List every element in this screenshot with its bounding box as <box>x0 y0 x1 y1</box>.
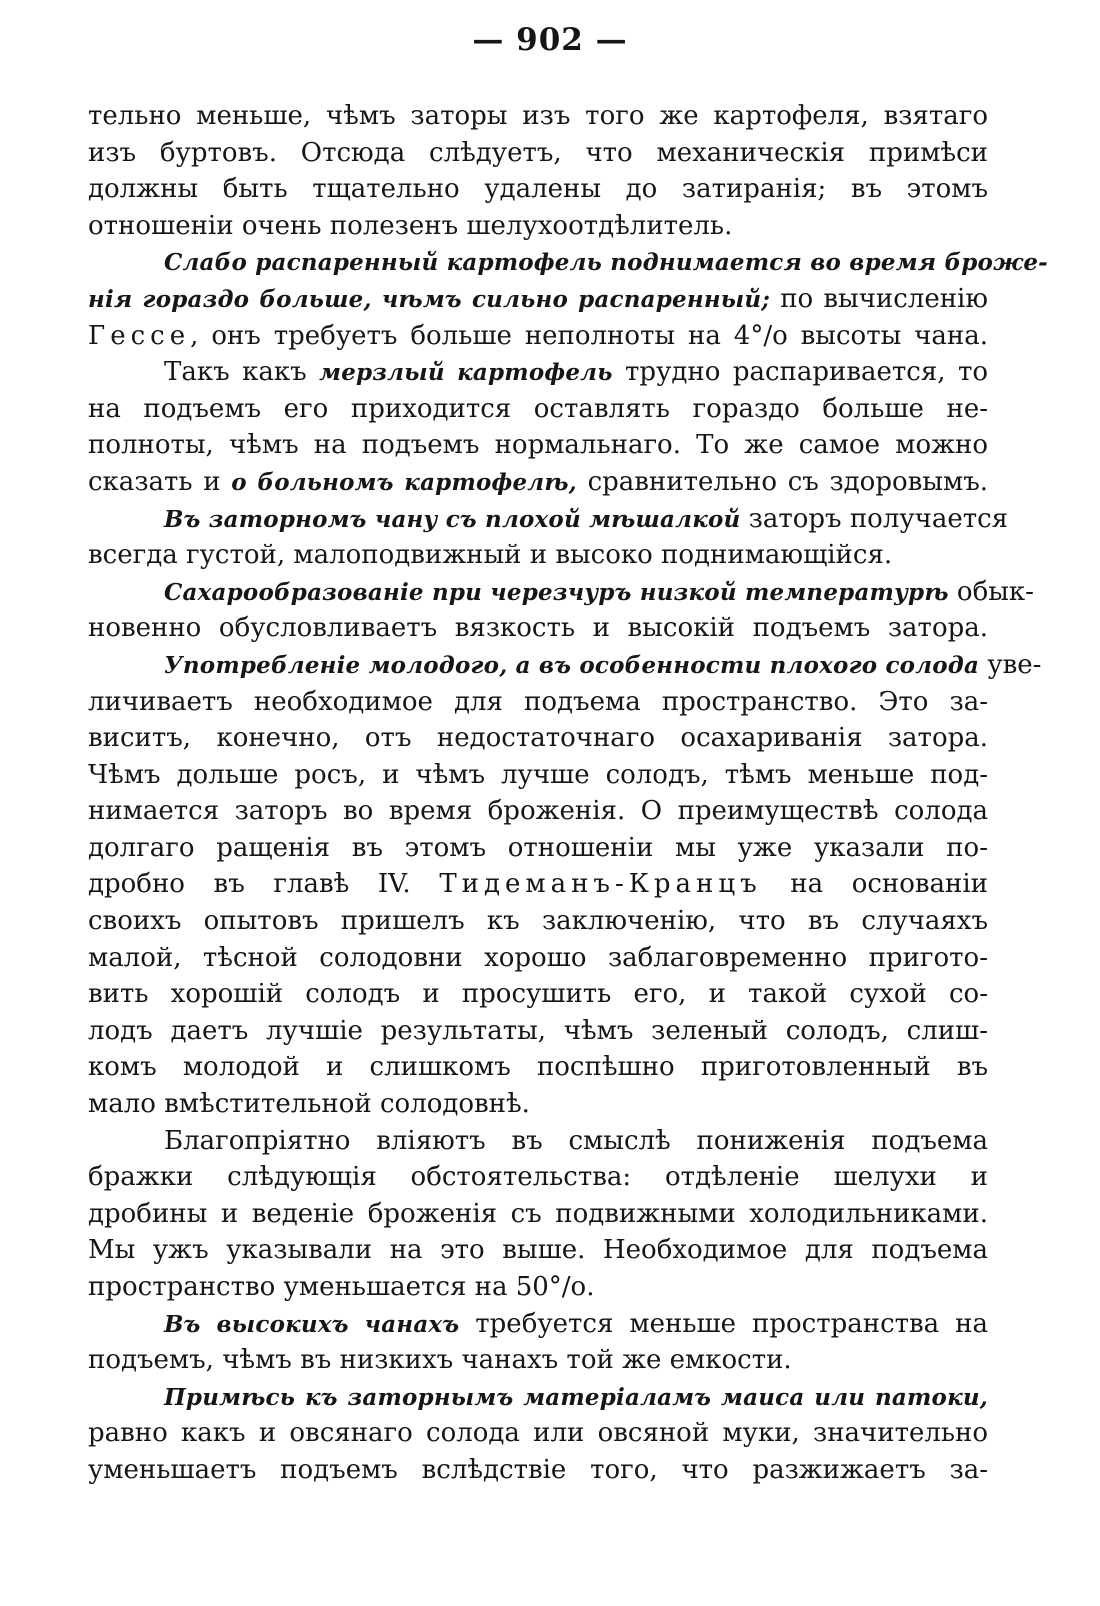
text-run: должны быть тщательно удалены до затиранія; въ этомъ <box>88 174 988 205</box>
text-line <box>88 903 988 940</box>
text-line <box>88 171 988 208</box>
text-line <box>88 1452 988 1489</box>
text-line <box>88 281 988 318</box>
text-run: дробины и веденіе броженія съ подвижными холодильниками. <box>88 1198 988 1229</box>
text-run: на подъемъ его приходится оставлять гораздо больше не- <box>88 393 988 424</box>
text-run: , онъ требуетъ больше неполноты на 4°/о высоты чана. <box>190 320 988 351</box>
text-line <box>88 647 1042 684</box>
italic-emphasis: Употребленіе молодого, а въ особенности плохого солода <box>164 651 980 679</box>
text-line <box>88 208 988 245</box>
text-run: подъемъ, чѣмъ въ низкихъ чанахъ той же емкости. <box>88 1345 792 1376</box>
text-line <box>88 354 988 391</box>
text-run: малой, тѣсной солодовни хорошо заблаговременно пригото- <box>88 942 988 973</box>
text-run: на основаніи <box>761 869 988 900</box>
text-run: комъ молодой и слишкомъ поспѣшно приготовленный въ <box>88 1052 988 1083</box>
text-line <box>88 244 1048 281</box>
text-line <box>88 1415 988 1452</box>
text-run: своихъ опытовъ пришелъ къ заключенію, что въ случаяхъ <box>88 906 988 937</box>
text-run: личиваетъ необходимое для подъема пространство. Это за- <box>88 686 988 717</box>
text-line <box>88 1379 988 1416</box>
text-line <box>88 537 988 574</box>
italic-emphasis: Въ заторномъ чану съ плохой мѣшалкой <box>164 505 741 533</box>
text-line <box>88 1196 988 1233</box>
spaced-name: Гессе <box>88 320 191 351</box>
italic-emphasis: Сахарообразованіе при черезчуръ низкой температурѣ <box>164 578 949 606</box>
italic-emphasis: Слабо распаренный картофель поднимается во время броже- <box>164 249 1048 277</box>
text-line <box>88 793 988 830</box>
italic-emphasis: мерзлый картофель <box>319 359 613 387</box>
text-line <box>88 391 988 428</box>
text-run: трудно распаривается, то <box>612 357 988 388</box>
text-run: уменьшаетъ подъемъ вслѣдствіе того, что разжижаетъ за- <box>88 1454 988 1485</box>
text-line <box>88 1232 988 1269</box>
text-line <box>88 684 988 721</box>
text-run: пространство уменьшается на 50°/о. <box>88 1272 595 1302</box>
text-line <box>88 98 988 135</box>
text-run: всегда густой, малоподвижный и высоко поднимающійся. <box>88 540 893 571</box>
text-line <box>88 1123 988 1160</box>
text-run: полноты, чѣмъ на подъемъ нормальнаго. То же самое можно <box>88 430 988 461</box>
text-run: мало вмѣстительной солодовнѣ. <box>88 1089 530 1120</box>
italic-emphasis: Въ высокихъ чанахъ <box>164 1310 460 1338</box>
text-line <box>88 1342 988 1379</box>
text-run: Мы ужъ указывали на это выше. Необходимое для подъема <box>88 1235 988 1266</box>
text-line <box>88 1086 988 1123</box>
text-run: равно какъ и овсянаго солода или овсяной муки, значительно <box>88 1418 988 1449</box>
text-run: Такъ какъ <box>164 357 320 388</box>
text-run: бражки слѣдующія обстоятельства: отдѣленіе шелухи и <box>88 1162 988 1193</box>
text-line <box>88 1159 988 1196</box>
text-run: по вычисленію <box>770 283 989 314</box>
text-line <box>88 976 988 1013</box>
text-line <box>88 720 988 757</box>
body-text <box>88 98 1048 1489</box>
text-line <box>88 1269 988 1306</box>
text-line <box>88 610 988 647</box>
text-line <box>88 940 988 977</box>
text-run: сравнительно съ здоровымъ. <box>576 466 988 497</box>
text-line <box>88 501 1009 538</box>
text-line <box>88 1049 988 1086</box>
text-line <box>88 318 988 355</box>
text-run: вить хорошій солодъ и просушить его, и такой сухой со- <box>88 979 988 1010</box>
spaced-name: Тидеманъ-Кранцъ <box>439 869 762 900</box>
text-run: Чѣмъ дольше росъ, и чѣмъ лучше солодъ, тѣмъ меньше под- <box>88 759 988 790</box>
text-line <box>88 757 988 794</box>
text-line <box>88 135 988 172</box>
text-run: нимается заторъ во время броженія. О преимуществѣ солода <box>88 796 988 827</box>
text-run: дробно въ главѣ IV. <box>88 869 440 900</box>
text-run: лодъ даетъ лучшіе результаты, чѣмъ зеленый солодъ, слиш- <box>88 1015 988 1046</box>
text-run: отношеніи очень полезенъ шелухоотдѣлитель. <box>88 210 733 241</box>
text-run: сказать и <box>88 466 232 497</box>
text-run: обык- <box>948 576 1034 607</box>
text-line <box>88 866 988 903</box>
page-number: — 902 — <box>472 22 628 58</box>
text-line <box>88 1013 988 1050</box>
text-run: заторъ получается <box>740 503 1009 534</box>
italic-emphasis: нія гораздо больше, чѣмъ сильно распаренный; <box>88 285 771 313</box>
text-line <box>88 574 1034 611</box>
text-run: виситъ, конечно, отъ недостаточнаго осахариванія затора. <box>88 723 988 754</box>
text-run: Благопріятно вліяютъ въ смыслѣ пониженія подъема <box>164 1125 988 1156</box>
text-run: требуется меньше пространства на <box>459 1308 988 1339</box>
text-line <box>88 464 988 501</box>
text-run: изъ буртовъ. Отсюда слѣдуетъ, что механическія примѣси <box>88 137 988 168</box>
text-line <box>88 830 988 867</box>
text-run: тельно меньше, чѣмъ заторы изъ того же картофеля, взятаго <box>88 101 988 131</box>
text-line <box>88 1306 988 1343</box>
text-run: долгаго ращенія въ этомъ отношеніи мы уже указали по- <box>88 832 988 863</box>
italic-emphasis: Примѣсь къ заторнымъ матеріаламъ маиса или патоки, <box>164 1383 988 1411</box>
italic-emphasis: о больномъ картофелѣ, <box>231 468 577 496</box>
text-line <box>88 427 988 464</box>
text-run: уве- <box>979 649 1042 680</box>
text-run: новенно обусловливаетъ вязкость и высокій подъемъ затора. <box>88 613 988 644</box>
